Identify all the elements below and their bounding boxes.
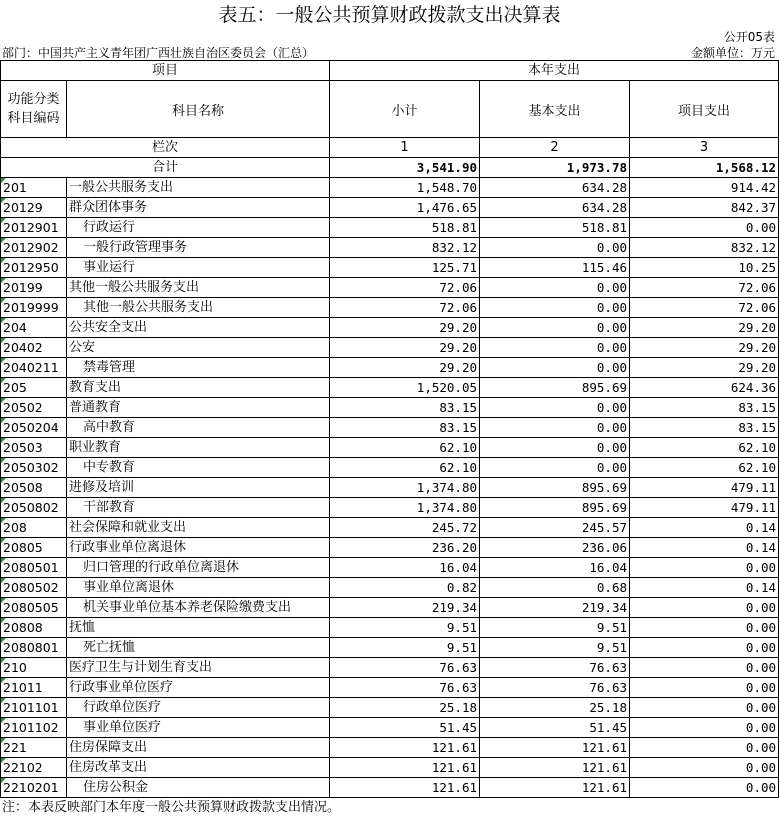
cell-code[interactable]: 2012902 <box>1 238 67 258</box>
table-row <box>1 658 779 678</box>
cell-code[interactable]: 20402 <box>1 338 67 358</box>
cell-name[interactable]: 行政单位医疗 <box>67 698 330 718</box>
cell-code[interactable]: 2050302 <box>1 458 67 478</box>
table-row <box>1 778 779 798</box>
header-basic[interactable]: 基本支出 <box>480 81 630 138</box>
cell-basic[interactable]: 51.45 <box>480 718 630 738</box>
cell-basic[interactable]: 25.18 <box>480 698 630 718</box>
cell-subtotal[interactable]: 219.34 <box>330 598 480 618</box>
table-row <box>1 258 779 278</box>
table-body <box>1 61 779 798</box>
column-number-label[interactable]: 栏次 <box>1 138 330 158</box>
table-row <box>1 758 779 778</box>
cell-subtotal[interactable]: 1,520.05 <box>330 378 480 398</box>
cell-code[interactable]: 2101102 <box>1 718 67 738</box>
table-row <box>1 338 779 358</box>
cell-code[interactable]: 210 <box>1 658 67 678</box>
cell-subtotal[interactable]: 83.15 <box>330 418 480 438</box>
cell-subtotal[interactable]: 1,548.70 <box>330 178 480 198</box>
cell-name[interactable]: 抚恤 <box>67 618 330 638</box>
cell-basic[interactable]: 219.34 <box>480 598 630 618</box>
cell-code[interactable]: 2050204 <box>1 418 67 438</box>
cell-project[interactable]: 29.20 <box>630 318 779 338</box>
department-label: 部门：中国共产主义青年团广西壮族自治区委员会（汇总） <box>2 46 315 60</box>
cell-name[interactable]: 公共安全支出 <box>67 318 330 338</box>
cell-subtotal[interactable]: 121.61 <box>330 738 480 758</box>
cell-subtotal[interactable]: 72.06 <box>330 298 480 318</box>
cell-name[interactable]: 事业运行 <box>67 258 330 278</box>
cell-project[interactable]: 0.14 <box>630 538 779 558</box>
table-row <box>1 458 779 478</box>
cell-project[interactable]: 842.37 <box>630 198 779 218</box>
total-label[interactable]: 合计 <box>1 158 330 178</box>
column-number-2[interactable]: 2 <box>480 138 630 158</box>
cell-basic[interactable]: 115.46 <box>480 258 630 278</box>
cell-code[interactable]: 20199 <box>1 278 67 298</box>
cell-project[interactable]: 0.00 <box>630 658 779 678</box>
cell-code[interactable]: 20808 <box>1 618 67 638</box>
table-row <box>1 418 779 438</box>
cell-project[interactable]: 832.12 <box>630 238 779 258</box>
cell-code[interactable]: 22102 <box>1 758 67 778</box>
cell-project[interactable]: 0.00 <box>630 638 779 658</box>
cell-basic[interactable]: 634.28 <box>480 178 630 198</box>
cell-project[interactable]: 0.00 <box>630 778 779 798</box>
cell-subtotal[interactable]: 62.10 <box>330 438 480 458</box>
cell-code[interactable]: 221 <box>1 738 67 758</box>
cell-subtotal[interactable]: 125.71 <box>330 258 480 278</box>
cell-name[interactable]: 归口管理的行政单位离退休 <box>67 558 330 578</box>
cell-subtotal[interactable]: 9.51 <box>330 618 480 638</box>
total-row <box>1 158 779 178</box>
cell-basic[interactable]: 0.00 <box>480 338 630 358</box>
cell-name[interactable]: 医疗卫生与计划生育支出 <box>67 658 330 678</box>
cell-name[interactable]: 教育支出 <box>67 378 330 398</box>
cell-name[interactable]: 高中教育 <box>67 418 330 438</box>
cell-name[interactable]: 其他一般公共服务支出 <box>67 278 330 298</box>
header-row-2 <box>1 81 779 138</box>
cell-name[interactable]: 职业教育 <box>67 438 330 458</box>
cell-project[interactable]: 0.00 <box>630 598 779 618</box>
cell-project[interactable]: 29.20 <box>630 358 779 378</box>
table-row <box>1 298 779 318</box>
cell-code[interactable]: 2080502 <box>1 578 67 598</box>
cell-project[interactable]: 0.00 <box>630 698 779 718</box>
table-row <box>1 358 779 378</box>
total-subtotal[interactable]: 3,541.90 <box>330 158 480 178</box>
cell-name[interactable]: 住房改革支出 <box>67 758 330 778</box>
cell-subtotal[interactable]: 1,374.80 <box>330 478 480 498</box>
cell-name[interactable]: 行政事业单位离退休 <box>67 538 330 558</box>
cell-basic[interactable]: 9.51 <box>480 618 630 638</box>
cell-project[interactable]: 72.06 <box>630 298 779 318</box>
cell-project[interactable]: 62.10 <box>630 458 779 478</box>
cell-name[interactable]: 社会保障和就业支出 <box>67 518 330 538</box>
cell-basic[interactable]: 245.57 <box>480 518 630 538</box>
cell-subtotal[interactable]: 236.20 <box>330 538 480 558</box>
table-row <box>1 618 779 638</box>
cell-project[interactable]: 0.00 <box>630 678 779 698</box>
cell-basic[interactable]: 76.63 <box>480 678 630 698</box>
cell-code[interactable]: 20805 <box>1 538 67 558</box>
cell-subtotal[interactable]: 1,374.80 <box>330 498 480 518</box>
cell-basic[interactable]: 0.00 <box>480 458 630 478</box>
cell-name[interactable]: 公安 <box>67 338 330 358</box>
column-number-3[interactable]: 3 <box>630 138 779 158</box>
table-title: 表五：一般公共预算财政拨款支出决算表 <box>218 4 561 26</box>
cell-subtotal[interactable]: 0.82 <box>330 578 480 598</box>
table-row <box>1 598 779 618</box>
cell-basic[interactable]: 236.06 <box>480 538 630 558</box>
cell-subtotal[interactable]: 121.61 <box>330 778 480 798</box>
table-row <box>1 558 779 578</box>
table-row <box>1 538 779 558</box>
cell-basic[interactable]: 895.69 <box>480 478 630 498</box>
footnote: 注：本表反映部门本年度一般公共预算财政拨款支出情况。 <box>2 800 341 815</box>
total-basic[interactable]: 1,973.78 <box>480 158 630 178</box>
header-subtotal[interactable]: 小计 <box>330 81 480 138</box>
cell-subtotal[interactable]: 245.72 <box>330 518 480 538</box>
cell-basic[interactable]: 0.00 <box>480 298 630 318</box>
cell-name[interactable]: 一般行政管理事务 <box>67 238 330 258</box>
cell-project[interactable]: 479.11 <box>630 498 779 518</box>
cell-basic[interactable]: 895.69 <box>480 378 630 398</box>
cell-name[interactable]: 事业单位医疗 <box>67 718 330 738</box>
table-row <box>1 238 779 258</box>
cell-project[interactable]: 479.11 <box>630 478 779 498</box>
cell-basic[interactable]: 0.00 <box>480 318 630 338</box>
cell-basic[interactable]: 0.00 <box>480 418 630 438</box>
header-item-group[interactable]: 项目 <box>1 61 330 81</box>
table-row <box>1 278 779 298</box>
cell-code[interactable]: 2080801 <box>1 638 67 658</box>
cell-subtotal[interactable]: 9.51 <box>330 638 480 658</box>
column-number-row <box>1 138 779 158</box>
cell-code[interactable]: 204 <box>1 318 67 338</box>
cell-project[interactable]: 0.00 <box>630 218 779 238</box>
table-row <box>1 638 779 658</box>
cell-basic[interactable]: 895.69 <box>480 498 630 518</box>
cell-subtotal[interactable]: 121.61 <box>330 758 480 778</box>
cell-subtotal[interactable]: 1,476.65 <box>330 198 480 218</box>
cell-code[interactable]: 2040211 <box>1 358 67 378</box>
expense-table <box>0 60 779 798</box>
table-row <box>1 738 779 758</box>
cell-project[interactable]: 0.00 <box>630 558 779 578</box>
cell-project[interactable]: 624.36 <box>630 378 779 398</box>
table-row <box>1 218 779 238</box>
header-row-1 <box>1 61 779 81</box>
cell-name[interactable]: 死亡抚恤 <box>67 638 330 658</box>
cell-name[interactable]: 行政运行 <box>67 218 330 238</box>
cell-code[interactable]: 2019999 <box>1 298 67 318</box>
cell-name[interactable]: 群众团体事务 <box>67 198 330 218</box>
cell-code[interactable]: 2101101 <box>1 698 67 718</box>
cell-code[interactable]: 2080501 <box>1 558 67 578</box>
cell-subtotal[interactable]: 518.81 <box>330 218 480 238</box>
cell-basic[interactable]: 518.81 <box>480 218 630 238</box>
cell-subtotal[interactable]: 29.20 <box>330 338 480 358</box>
cell-name[interactable]: 机关事业单位基本养老保险缴费支出 <box>67 598 330 618</box>
table-row <box>1 398 779 418</box>
header-code[interactable]: 功能分类科目编码 <box>1 81 67 138</box>
cell-basic[interactable]: 634.28 <box>480 198 630 218</box>
cell-subtotal[interactable]: 76.63 <box>330 658 480 678</box>
cell-name[interactable]: 干部教育 <box>67 498 330 518</box>
cell-basic[interactable]: 121.61 <box>480 758 630 778</box>
cell-project[interactable]: 10.25 <box>630 258 779 278</box>
table-row <box>1 498 779 518</box>
cell-project[interactable]: 29.20 <box>630 338 779 358</box>
cell-name[interactable]: 其他一般公共服务支出 <box>67 298 330 318</box>
cell-subtotal[interactable]: 62.10 <box>330 458 480 478</box>
cell-subtotal[interactable]: 72.06 <box>330 278 480 298</box>
cell-project[interactable]: 0.00 <box>630 738 779 758</box>
cell-basic[interactable]: 9.51 <box>480 638 630 658</box>
cell-project[interactable]: 0.00 <box>630 758 779 778</box>
unit-label: 金额单位：万元 <box>690 46 775 60</box>
cell-basic[interactable]: 0.00 <box>480 398 630 418</box>
table-row <box>1 718 779 738</box>
header-year-expense[interactable]: 本年支出 <box>330 61 779 81</box>
cell-name[interactable]: 普通教育 <box>67 398 330 418</box>
cell-name[interactable]: 中专教育 <box>67 458 330 478</box>
table-row <box>1 478 779 498</box>
table-row <box>1 378 779 398</box>
cell-name[interactable]: 一般公共服务支出 <box>67 178 330 198</box>
table-row <box>1 678 779 698</box>
cell-code[interactable]: 2012950 <box>1 258 67 278</box>
cell-project[interactable]: 83.15 <box>630 418 779 438</box>
cell-project[interactable]: 72.06 <box>630 278 779 298</box>
cell-name[interactable]: 事业单位离退休 <box>67 578 330 598</box>
cell-code[interactable]: 21011 <box>1 678 67 698</box>
header-project[interactable]: 项目支出 <box>630 81 779 138</box>
cell-basic[interactable]: 121.61 <box>480 778 630 798</box>
cell-subtotal[interactable]: 76.63 <box>330 678 480 698</box>
cell-basic[interactable]: 0.00 <box>480 358 630 378</box>
cell-basic[interactable]: 76.63 <box>480 658 630 678</box>
cell-subtotal[interactable]: 29.20 <box>330 358 480 378</box>
total-project[interactable]: 1,568.12 <box>630 158 779 178</box>
table-row <box>1 198 779 218</box>
header-name[interactable]: 科目名称 <box>67 81 330 138</box>
table-row <box>1 318 779 338</box>
cell-name[interactable]: 住房公积金 <box>67 778 330 798</box>
cell-code[interactable]: 2012901 <box>1 218 67 238</box>
table-row <box>1 578 779 598</box>
cell-subtotal[interactable]: 25.18 <box>330 698 480 718</box>
cell-basic[interactable]: 0.68 <box>480 578 630 598</box>
cell-subtotal[interactable]: 16.04 <box>330 558 480 578</box>
cell-code[interactable]: 20508 <box>1 478 67 498</box>
cell-project[interactable]: 83.15 <box>630 398 779 418</box>
cell-subtotal[interactable]: 29.20 <box>330 318 480 338</box>
cell-project[interactable]: 914.42 <box>630 178 779 198</box>
cell-code[interactable]: 2210201 <box>1 778 67 798</box>
form-number: 公开05表 <box>723 30 775 44</box>
column-number-1[interactable]: 1 <box>330 138 480 158</box>
cell-name[interactable]: 行政事业单位医疗 <box>67 678 330 698</box>
cell-subtotal[interactable]: 832.12 <box>330 238 480 258</box>
cell-project[interactable]: 0.14 <box>630 578 779 598</box>
cell-name[interactable]: 住房保障支出 <box>67 738 330 758</box>
cell-code[interactable]: 201 <box>1 178 67 198</box>
cell-code[interactable]: 20129 <box>1 198 67 218</box>
table-row <box>1 178 779 198</box>
cell-basic[interactable]: 0.00 <box>480 438 630 458</box>
cell-subtotal[interactable]: 51.45 <box>330 718 480 738</box>
cell-code[interactable]: 20502 <box>1 398 67 418</box>
cell-basic[interactable]: 0.00 <box>480 238 630 258</box>
cell-project[interactable]: 0.00 <box>630 718 779 738</box>
cell-project[interactable]: 0.00 <box>630 618 779 638</box>
table-row <box>1 438 779 458</box>
cell-code[interactable]: 2080505 <box>1 598 67 618</box>
table-row <box>1 518 779 538</box>
cell-project[interactable]: 0.14 <box>630 518 779 538</box>
table-row <box>1 698 779 718</box>
cell-name[interactable]: 禁毒管理 <box>67 358 330 378</box>
cell-code[interactable]: 208 <box>1 518 67 538</box>
cell-code[interactable]: 2050802 <box>1 498 67 518</box>
cell-code[interactable]: 205 <box>1 378 67 398</box>
cell-code[interactable]: 20503 <box>1 438 67 458</box>
cell-basic[interactable]: 16.04 <box>480 558 630 578</box>
cell-name[interactable]: 进修及培训 <box>67 478 330 498</box>
cell-subtotal[interactable]: 83.15 <box>330 398 480 418</box>
cell-basic[interactable]: 121.61 <box>480 738 630 758</box>
cell-basic[interactable]: 0.00 <box>480 278 630 298</box>
cell-project[interactable]: 62.10 <box>630 438 779 458</box>
